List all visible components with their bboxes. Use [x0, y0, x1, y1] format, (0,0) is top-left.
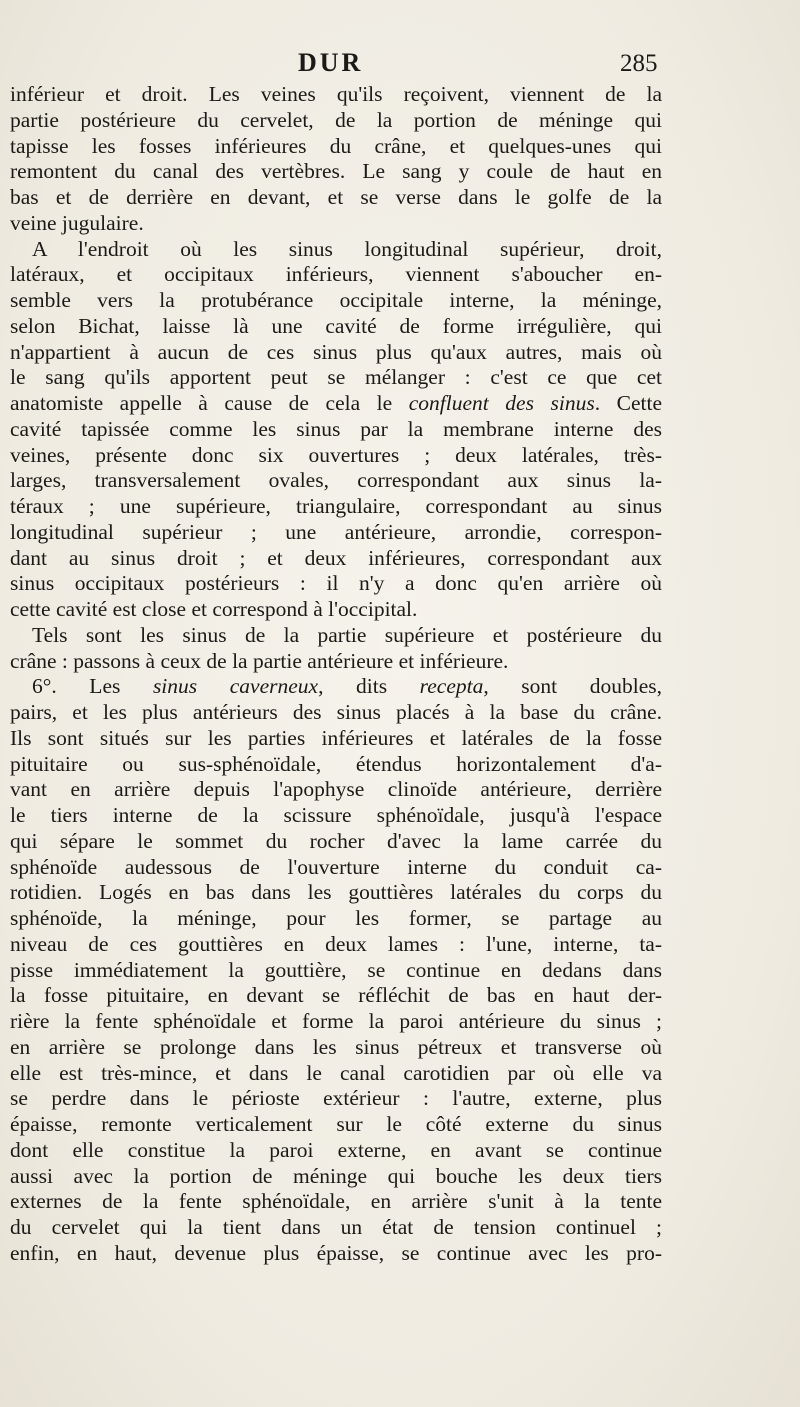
- text-line: qui sépare le sommet du rocher d'avec la lame carrée du: [10, 828, 662, 853]
- text-line: latéraux, et occipitaux inférieurs, viennent s'aboucher en-: [10, 262, 662, 287]
- text-line: cette cavité est close et correspond à l'occipital.: [10, 597, 418, 621]
- text-line: rotidien. Logés en bas dans les gouttières latérales du corps du: [10, 880, 662, 905]
- text-run: 6°. Les: [32, 674, 153, 699]
- text-line: dant au sinus droit ; et deux inférieures, correspondant aux: [10, 545, 662, 570]
- text-line: semble vers la protubérance occipitale interne, la méninge,: [10, 288, 662, 312]
- text-line: niveau de ces gouttières en deux lames : l'une, interne, ta-: [10, 931, 662, 956]
- text-line: n'appartient à aucun de ces sinus plus qu'aux autres, mais où: [10, 339, 662, 364]
- text-line: pisse immédiatement la gouttière, se continue en dedans dans: [10, 957, 662, 982]
- text-line: sinus occipitaux postérieurs : il n'y a donc qu'en arrière où: [10, 571, 662, 596]
- text-line: pituitaire ou sus-sphénoïdale, étendus horizontalement d'a-: [10, 751, 662, 776]
- text-line: sphénoïde audessous de l'ouverture interne du conduit ca-: [10, 854, 662, 879]
- text-line: A l'endroit où les sinus longitudinal supérieur, droit,: [32, 236, 662, 261]
- text-line: le tiers interne de la scissure sphénoïdale, jusqu'à l'espace: [10, 803, 662, 827]
- text-line: se perdre dans le périoste extérieur : l'autre, externe, plus: [10, 1086, 662, 1111]
- text-line: enfin, en haut, devenue plus épaisse, se continue avec les pro-: [10, 1240, 662, 1265]
- text-line: remontent du canal des vertèbres. Le sang y coule de haut en: [10, 159, 662, 184]
- text-line: Tels sont les sinus de la partie supérieure et postérieure du: [32, 622, 662, 647]
- text-line: selon Bichat, laisse là une cavité de forme irrégulière, qui: [10, 313, 662, 338]
- text-line: Ils sont situés sur les parties inférieures et latérales de la fosse: [10, 725, 662, 750]
- text-line: [10, 391, 662, 417]
- text-line: la fosse pituitaire, en devant se réfléchit de bas en haut der-: [10, 983, 662, 1008]
- text-line: larges, transversalement ovales, correspondant aux sinus la-: [10, 468, 662, 493]
- page-header: [0, 46, 800, 82]
- body-text: [10, 82, 662, 1267]
- text-line: sphénoïde, la méninge, pour les former, se partage au: [10, 906, 662, 930]
- text-line: veines, présente donc six ouvertures ; deux latérales, très-: [10, 442, 662, 467]
- text-line: dont elle constitue la paroi externe, en avant se continue: [10, 1137, 662, 1162]
- text-line: longitudinal supérieur ; une antérieure, arrondie, correspon-: [10, 519, 662, 544]
- page-number: 285: [620, 50, 658, 77]
- text-line: téraux ; une supérieure, triangulaire, correspondant au sinus: [10, 494, 662, 518]
- text-line: du cervelet qui la tient dans un état de tension continuel ;: [10, 1215, 662, 1239]
- text-line: en arrière se prolonge dans les sinus pétreux et transverse où: [10, 1034, 662, 1059]
- paragraph-1: [10, 82, 662, 237]
- italic-term: confluent des sinus: [408, 391, 595, 415]
- text-line: externes de la fente sphénoïdale, en arrière s'unit à la tente: [10, 1189, 662, 1214]
- text-line: aussi avec la portion de méninge qui bouche les deux tiers: [10, 1163, 662, 1188]
- running-title: DUR: [298, 48, 364, 77]
- italic-term: sinus caverneux: [152, 674, 319, 699]
- text-line: tapisse les fosses inférieures du crâne, et quelques-unes qui: [10, 133, 662, 158]
- text-run: , sont doubles,: [483, 674, 662, 699]
- text-line: le sang qu'ils apportent peut se mélanger : c'est ce que cet: [10, 365, 662, 390]
- text-run: anatomiste appelle à cause de cela le: [10, 391, 409, 415]
- text-line: épaisse, remonte verticalement sur le côté externe du sinus: [10, 1112, 662, 1136]
- text-run: , dits: [318, 674, 420, 699]
- paragraph-2: [10, 237, 662, 623]
- text-line: veine jugulaire.: [10, 210, 144, 235]
- text-line: pairs, et les plus antérieurs des sinus placés à la base du crâne.: [10, 700, 662, 724]
- text-line: vant en arrière depuis l'apophyse clinoïde antérieure, derrière: [10, 777, 662, 802]
- text-line: inférieur et droit. Les veines qu'ils reçoivent, viennent de la: [10, 82, 662, 106]
- italic-term: recepta: [419, 674, 484, 699]
- text-line: elle est très-mince, et dans le canal carotidien par où elle va: [10, 1060, 662, 1085]
- paragraph-4: [10, 674, 662, 1266]
- text-line: partie postérieure du cervelet, de la portion de méninge qui: [10, 107, 662, 132]
- text-line: cavité tapissée comme les sinus par la membrane interne des: [10, 416, 662, 441]
- text-line: bas et de derrière en devant, et se verse dans le golfe de la: [10, 185, 662, 209]
- text-run: . Cette: [594, 391, 662, 415]
- text-line: crâne : passons à ceux de la partie antérieure et inférieure.: [10, 648, 509, 673]
- paragraph-3: [10, 623, 662, 675]
- text-line: rière la fente sphénoïdale et forme la paroi antérieure du sinus ;: [10, 1009, 662, 1033]
- text-line: [10, 674, 662, 700]
